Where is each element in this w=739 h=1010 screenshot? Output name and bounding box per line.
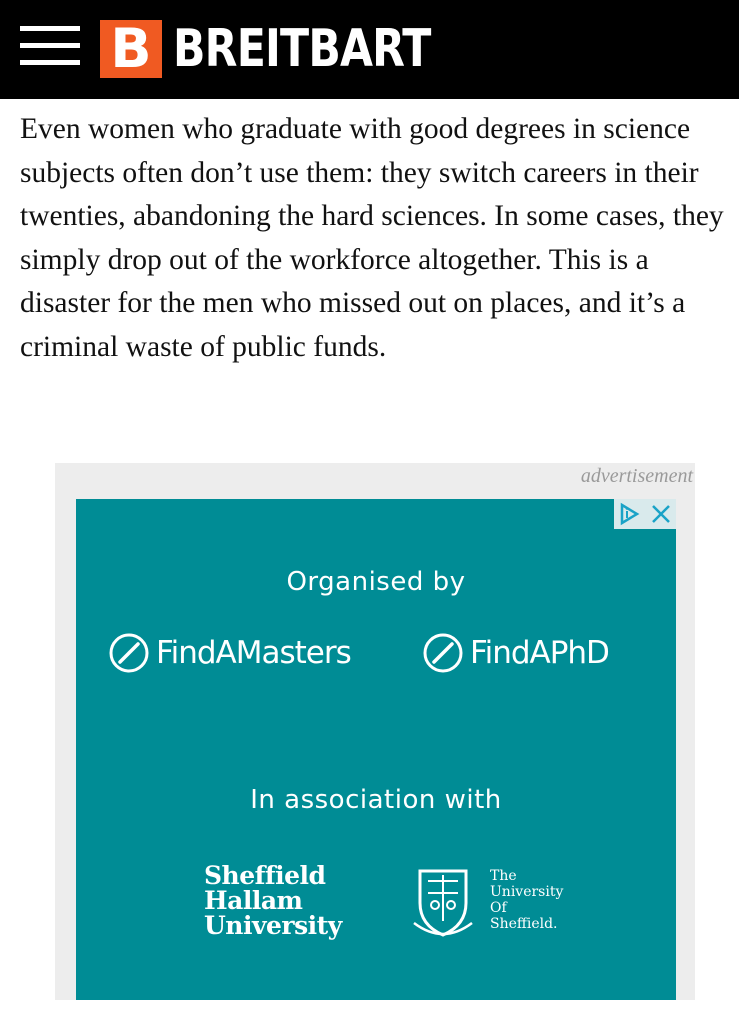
partner-2-line: Sheffield. (490, 916, 558, 932)
close-icon[interactable] (648, 501, 674, 527)
organised-by-text: Organised by (286, 567, 466, 597)
findaphd-label: FindAPhD (470, 635, 609, 671)
ad-controls (614, 499, 676, 529)
sheffield-hallam-logo[interactable] (204, 863, 342, 938)
partner-1-line: Hallam (204, 886, 303, 915)
university-crest-icon (410, 863, 476, 941)
hamburger-menu-icon[interactable] (20, 26, 80, 66)
site-name[interactable]: BREITBART (173, 19, 431, 79)
partner-2-line: Of (490, 900, 507, 916)
partner-2-line: University (490, 884, 564, 900)
association-text: In association with (250, 785, 502, 815)
ad-banner[interactable] (76, 499, 676, 1000)
logo-letter: B (110, 17, 152, 80)
breitbart-logo-icon[interactable] (100, 17, 162, 80)
partner-1-line: Sheffield (204, 861, 326, 890)
article-paragraph: Even women who graduate with good degrees in science subjects often don’t use them: they switch careers in their twenties, abandoning the hard sciences. In some cases, they simply drop out of the workforce altogether. This is a disaster for the men who missed out on places, and it’s a criminal waste of public funds. (20, 113, 724, 363)
advertisement-label: advertisement (580, 465, 693, 487)
adchoices-icon[interactable] (616, 501, 642, 527)
findamasters-logo[interactable] (108, 631, 351, 675)
compass-icon (108, 632, 150, 674)
compass-icon (422, 632, 464, 674)
findamasters-label: FindAMasters (156, 635, 351, 671)
advertisement-container (55, 463, 695, 1000)
partner-2-line: The (490, 868, 517, 884)
findaphd-logo[interactable] (422, 631, 609, 675)
site-header (0, 0, 739, 99)
university-of-sheffield-logo[interactable] (490, 868, 563, 932)
partner-1-line: University (204, 911, 342, 940)
